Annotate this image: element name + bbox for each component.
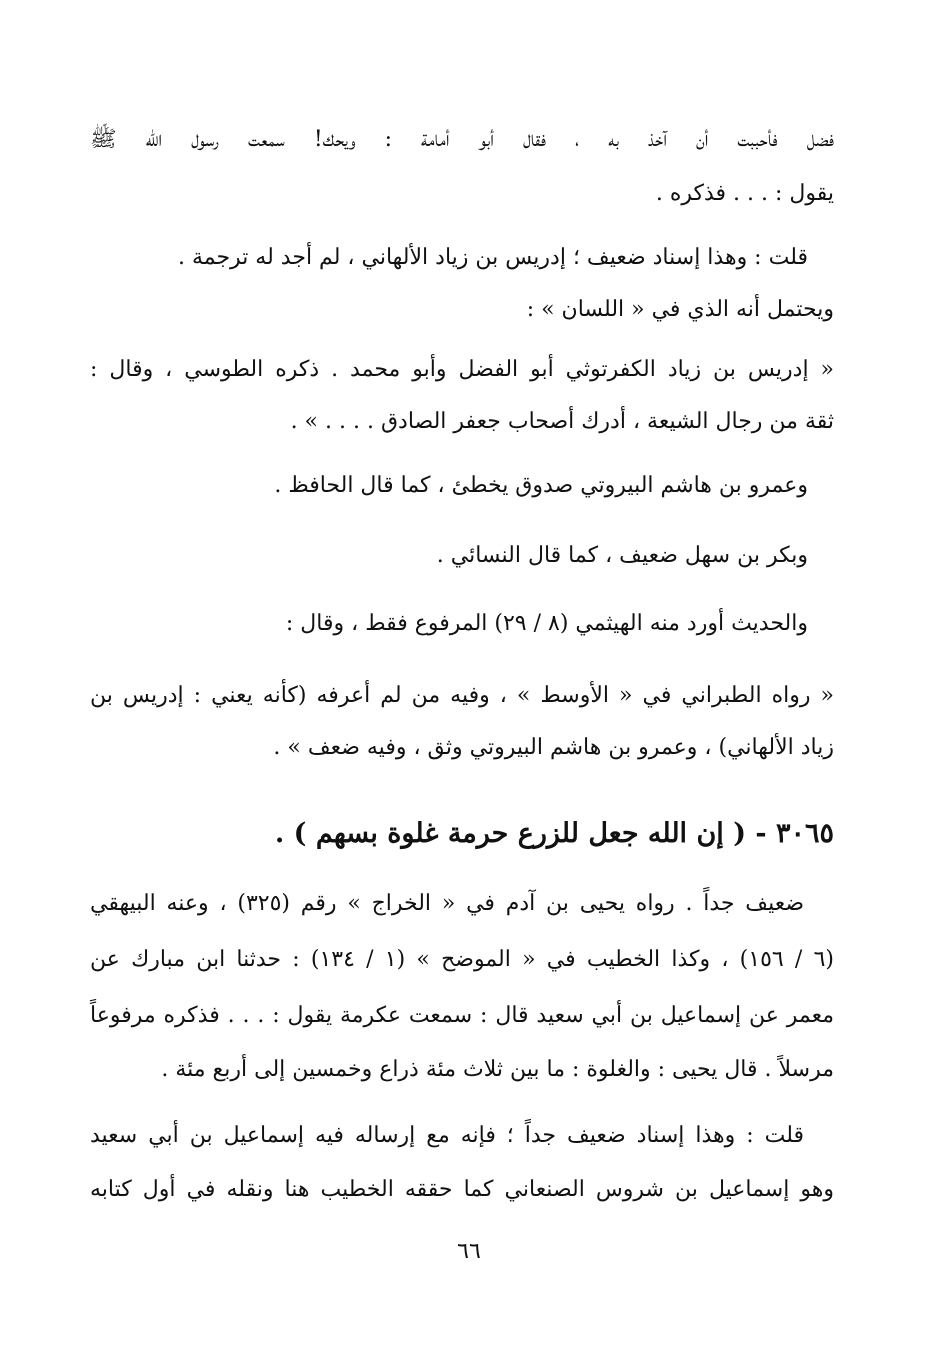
paragraph-line: (٦ / ١٥٦) ، وكذا الخطيب في « الموضح » (١ / ١٣٤) : حدثنا ابن مبارك عن [90,947,834,972]
quote-line: زياد الألهاني) ، وعمرو بن هاشم البيروتي وثق ، وفيه ضعف » . [273,735,834,760]
paragraph-line: يقول : . . . فذكره . [655,181,834,206]
paragraph-line: فضل فأحببت أن آخذ به ، فقال أبو أمامة : ويحك! سمعت رسول الله ﷺ [90,127,834,152]
page-number: ٦٦ [457,1239,481,1264]
paragraph-line: قلت : وهذا إسناد ضعيف جداً ؛ فإنه مع إرساله فيه إسماعيل بن أبي سعيد [90,1123,804,1148]
paragraph-line: ضعيف جداً . رواه يحيى بن آدم في « الخراج » رقم (٣٢٥) ، وعنه البيهقي [90,891,804,916]
paragraph-line: وعمرو بن هاشم البيروتي صدوق يخطئ ، كما قال الحافظ . [274,473,808,498]
paragraph-line: وهو إسماعيل بن شروس الصنعاني كما حققه الخطيب هنا ونقله في أول كتابه [90,1177,834,1202]
paragraph-line: معمر عن إسماعيل بن أبي سعيد قال : سمعت عكرمة يقول : . . . فذكره مرفوعاً [90,1003,834,1028]
quote-line: « رواه الطبراني في « الأوسط » ، وفيه من لم أعرفه (كأنه يعني : إدريس بن [90,683,834,708]
paragraph-line: قلت : وهذا إسناد ضعيف ؛ إدريس بن زياد الألهاني ، لم أجد له ترجمة . [177,245,808,270]
quote-line: « إدريس بن زياد الكفرتوثي أبو الفضل وأبو محمد . ذكره الطوسي ، وقال : [90,357,834,382]
paragraph-line: وبكر بن سهل ضعيف ، كما قال النسائي . [436,543,808,568]
paragraph-line: ويحتمل أنه الذي في « اللسان » : [526,297,834,322]
paragraph-line: مرسلاً . قال يحيى : والغلوة : ما بين ثلاث مئة ذراع وخمسين إلى أربع مئة . [161,1057,834,1082]
paragraph-line: والحديث أورد منه الهيثمي (٨ / ٢٩) المرفوع فقط ، وقال : [285,611,808,636]
hadith-heading: ٣٠٦٥ - ( إن الله جعل للزرع حرمة غلوة بسهم ) . [274,818,834,849]
quote-line: ثقة من رجال الشيعة ، أدرك أصحاب جعفر الصادق . . . . » . [290,409,834,434]
